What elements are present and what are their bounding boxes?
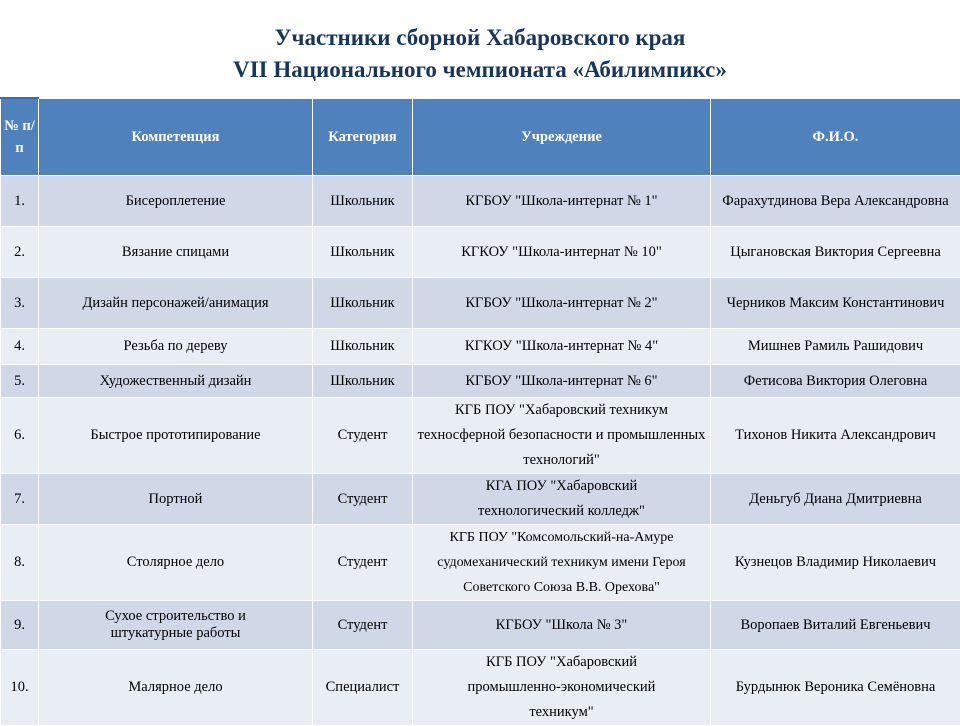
cell-number: 1. (1, 176, 39, 227)
table-row (1, 525, 960, 601)
cell-competence: Столярное дело (39, 525, 313, 601)
cell-competence: Портной (39, 474, 313, 525)
cell-number: 9. (1, 601, 39, 650)
cell-name: Цыгановская Виктория Сергеевна (711, 227, 960, 278)
cell-number: 6. (1, 398, 39, 474)
cell-institution: КГКОУ "Школа-интернат № 4" (413, 329, 711, 365)
cell-category: Студент (313, 601, 413, 650)
cell-number: 8. (1, 525, 39, 601)
cell-name: Тихонов Никита Александрович (711, 398, 960, 474)
cell-number: 3. (1, 278, 39, 329)
cell-institution: КГБОУ "Школа-интернат № 2" (413, 278, 711, 329)
cell-name: Фарахутдинова Вера Александровна (711, 176, 960, 227)
table-row (1, 329, 960, 365)
cell-competence: Художественный дизайн (39, 365, 313, 398)
cell-competence: Быстрое прототипирование (39, 398, 313, 474)
cell-number: 7. (1, 474, 39, 525)
cell-number: 2. (1, 227, 39, 278)
cell-institution: КГКОУ "Школа-интернат № 10" (413, 227, 711, 278)
cell-category: Школьник (313, 329, 413, 365)
header-category: Категория (313, 98, 413, 176)
participants-table (0, 97, 960, 726)
header-institution: Учреждение (413, 98, 711, 176)
cell-name: Деньгуб Диана Дмитриевна (711, 474, 960, 525)
table-row (1, 474, 960, 525)
cell-competence: Вязание спицами (39, 227, 313, 278)
cell-number: 5. (1, 365, 39, 398)
table-row (1, 601, 960, 650)
cell-category: Школьник (313, 227, 413, 278)
cell-name: Воропаев Виталий Евгеньевич (711, 601, 960, 650)
header-number: № п/п (1, 98, 39, 176)
cell-name: Черников Максим Константинович (711, 278, 960, 329)
table-row (1, 176, 960, 227)
cell-category: Студент (313, 474, 413, 525)
table-row (1, 365, 960, 398)
cell-category: Студент (313, 398, 413, 474)
header-name: Ф.И.О. (711, 98, 960, 176)
table-row (1, 278, 960, 329)
cell-category: Школьник (313, 176, 413, 227)
slide-title (0, 22, 960, 86)
cell-competence: Бисероплетение (39, 176, 313, 227)
title-line-1: Участники сборной Хабаровского края (0, 22, 960, 54)
cell-institution: КГБОУ "Школа № 3" (413, 601, 711, 650)
table-header-row (1, 98, 960, 176)
table-row (1, 398, 960, 474)
table-row (1, 227, 960, 278)
cell-institution: КГБОУ "Школа-интернат № 6" (413, 365, 711, 398)
cell-institution: КГБОУ "Школа-интернат № 1" (413, 176, 711, 227)
cell-institution: КГБ ПОУ "Хабаровский промышленно-экономический техникум" (413, 650, 711, 726)
cell-category: Специалист (313, 650, 413, 726)
cell-number: 4. (1, 329, 39, 365)
cell-institution: КГБ ПОУ "Хабаровский техникум техносферной безопасности и промышленных технологий" (413, 398, 711, 474)
cell-category: Школьник (313, 365, 413, 398)
cell-institution: КГА ПОУ "Хабаровский технологический колледж" (413, 474, 711, 525)
cell-competence: Сухое строительство и штукатурные работы (39, 601, 313, 650)
cell-category: Школьник (313, 278, 413, 329)
cell-institution: КГБ ПОУ "Комсомольский-на-Амуре судомеханический техникум имени Героя Советского Союза В.В. Орехова" (413, 525, 711, 601)
cell-category: Студент (313, 525, 413, 601)
cell-name: Мишнев Рамиль Рашидович (711, 329, 960, 365)
cell-competence: Дизайн персонажей/анимация (39, 278, 313, 329)
cell-name: Кузнецов Владимир Николаевич (711, 525, 960, 601)
header-competence: Компетенция (39, 98, 313, 176)
cell-competence: Малярное дело (39, 650, 313, 726)
cell-name: Фетисова Виктория Олеговна (711, 365, 960, 398)
cell-competence: Резьба по дереву (39, 329, 313, 365)
title-line-2: VII Национального чемпионата «Абилимпикс» (0, 54, 960, 86)
table-row (1, 650, 960, 726)
cell-number: 10. (1, 650, 39, 726)
cell-name: Бурдынюк Вероника Семёновна (711, 650, 960, 726)
